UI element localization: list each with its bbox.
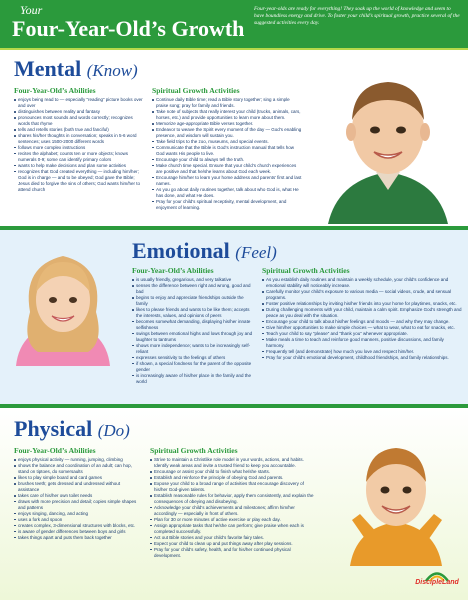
mental-abilities: [14, 86, 144, 193]
physical-abilities-list: [14, 457, 142, 541]
title-your: Your: [20, 3, 43, 17]
list-item: brushes teeth; gets dressed and undressed without assistance: [14, 481, 142, 493]
list-item: enjoys physical activity — running, jumping, climbing: [14, 457, 142, 463]
list-item: Frequently tell (and demonstrate) how much you love and respect him/her.: [262, 349, 462, 355]
list-item: During challenging moments with your child, maintain a calm spirit. Emphasize God’s strength and peace as you deal with the situation.: [262, 307, 462, 319]
list-item: is aware of gender differences between boys and girls: [14, 529, 142, 535]
list-item: Act out Bible stories and your child’s favorite fairy tales.: [150, 535, 318, 541]
list-item: recognizes that God created everything — including him/her; God is in charge — and to be obeyed; God gave the Bible; Jesus died to forgive the sins of others; God wants him/her to attend church: [14, 169, 144, 193]
list-item: tells and retells stories (both true and fanciful): [14, 127, 144, 133]
list-item: Expect your child to clean up and put things away after play sessions.: [150, 541, 318, 547]
list-item: Carefully monitor your child’s exposure to various media — social videos, crude, and sensual programs.: [262, 289, 462, 301]
list-item: creates complex, 3-dimensional structures with blocks, etc.: [14, 523, 142, 529]
list-item: uses a fork and spoon: [14, 517, 142, 523]
mental-title: [14, 56, 138, 82]
list-item: Expose your child to a broad range of activities that encourage discovery of his/her God-given talents.: [150, 481, 318, 493]
list-item: As you establish daily routines and maintain a weekly schedule, your child’s confidence and emotional stability will noticeably increase.: [262, 277, 462, 289]
physical-title-text: Physical: [14, 416, 93, 441]
list-item: Assign appropriate tasks that he/she can perform; give praise when each is completed successfully.: [150, 523, 318, 535]
list-item: Acknowledge your child’s achievements and milestones; affirm him/her accordingly — especially in front of others.: [150, 505, 318, 517]
running-boy-photo: [330, 436, 462, 566]
list-item: shares his/her thoughts in conversation; speaks in 5-6 word sentences; uses 1500-2000 different words: [14, 133, 144, 145]
list-item: likes to please friends and wants to be like them; accepts the interests, values, and opinions of peers: [132, 307, 256, 319]
physical-subtitle: (Do): [97, 421, 130, 440]
mental-title-text: Mental: [14, 56, 82, 81]
list-item: pronounces most sounds and words correctly; recognizes words that rhyme: [14, 115, 144, 127]
list-item: Plan for 30 or more minutes of active exercise or play each day.: [150, 517, 318, 523]
boy-photo: [318, 60, 458, 224]
mental-activities-list: [152, 97, 302, 211]
list-item: Pray for your child’s safety, health, and for his/her continued physical development.: [150, 547, 318, 559]
list-item: begins to enjoy and appreciate friendships outside the family: [132, 295, 256, 307]
emotional-activities: [262, 266, 462, 361]
physical-activities: [150, 446, 318, 559]
physical-section: [0, 408, 468, 600]
emotional-abilities: [132, 266, 256, 385]
list-item: if shown, a special fondness for the parent of the opposite gender: [132, 361, 256, 373]
list-item: expresses sensitivity to the feelings of others: [132, 355, 256, 361]
list-item: Communicate that the Bible is God’s instruction manual that tells how God wants His people to live.: [152, 145, 302, 157]
list-item: Encourage or assist your child to finish what he/she starts.: [150, 469, 318, 475]
list-item: Memorize age-appropriate Bible verses together.: [152, 121, 302, 127]
page-title: Four-Year-Old’s Growth: [12, 16, 245, 41]
list-item: Teach your child to say “please” and “thank you” whenever appropriate.: [262, 331, 462, 337]
list-item: likes to play simple board and card games: [14, 475, 142, 481]
girl-photo: [8, 242, 118, 366]
emotional-title-text: Emotional: [132, 238, 230, 263]
mental-abilities-list: [14, 97, 144, 193]
list-item: Make meals a time to teach and reinforce good manners, positive discussions, and family harmony.: [262, 337, 462, 349]
list-item: draws with more precision and detail; copies simple shapes and patterns: [14, 499, 142, 511]
list-item: Endeavor to weave the Spirit every moment of the day — God’s enabling presence, and wisdom will sustain you.: [152, 127, 302, 139]
list-item: takes care of his/her own toilet needs: [14, 493, 142, 499]
physical-title: [14, 416, 130, 442]
list-item: enjoys being read to — especially “reading” picture books over and over: [14, 97, 144, 109]
list-item: Encourage your child to always tell the truth.: [152, 157, 302, 163]
logo-text: DiscipleLand: [415, 579, 459, 586]
list-item: Continue daily Bible time; read a Bible story together; sing a simple praise song; pray for family and friends.: [152, 97, 302, 109]
list-item: senses the difference between right and wrong, good and bad: [132, 283, 256, 295]
list-item: swings between emotional highs and lows through joy and laughter to tantrums: [132, 331, 256, 343]
mental-abilities-title: Four-Year-Old’s Abilities: [14, 86, 96, 95]
physical-abilities-title: Four-Year-Old’s Abilities: [14, 446, 96, 455]
mental-subtitle: (Know): [86, 61, 138, 80]
list-item: Foster positive relationships by inviting his/her friends into your home for playtimes, snacks, etc.: [262, 301, 462, 307]
mental-activities-title: Spiritual Growth Activities: [152, 86, 240, 95]
list-item: Give him/her opportunities to make simple choices — what to wear, what to eat for snacks, etc.: [262, 325, 462, 331]
mental-activities: [152, 86, 302, 211]
list-item: Encourage him/her to learn your home address and parents’ first and last names.: [152, 175, 302, 187]
emotional-section: [0, 230, 468, 408]
emotional-abilities-title: Four-Year-Old’s Abilities: [132, 266, 214, 275]
list-item: Establish and reinforce the principle of obeying God and parents.: [150, 475, 318, 481]
emotional-activities-title: Spiritual Growth Activities: [262, 266, 350, 275]
physical-abilities: [14, 446, 142, 541]
list-item: As you go about daily routines together, talk about who God is, what He has done, and what He does.: [152, 187, 302, 199]
discipleland-logo: [412, 570, 462, 594]
list-item: follows more complex instructions: [14, 145, 144, 151]
list-item: Pray for your child’s emotional development, childhood friendships, and family relationships.: [262, 355, 462, 361]
emotional-abilities-list: [132, 277, 256, 385]
list-item: recites the alphabet; counts ten or more objects; knows numerals 0-9; some can identify primary colors: [14, 151, 144, 163]
list-item: is increasingly aware of his/her place in the family and the world: [132, 373, 256, 385]
mental-section: [0, 52, 468, 230]
list-item: Take note of subjects that really interest your child (trucks, animals, cars, horses, etc.) and provide opportunities to learn more about them.: [152, 109, 302, 121]
list-item: Make church time special. Ensure that your child’s church experiences are positive and that he/she learns about God each week.: [152, 163, 302, 175]
list-item: distinguishes between reality and fantasy: [14, 109, 144, 115]
page-header: [0, 0, 468, 50]
intro-text: Four-year-olds are ready for everything! They soak up the world of knowledge and seem to have boundless energy and drive. To foster your child’s spiritual growth, practice several of the suggested activities every day.: [254, 6, 460, 26]
list-item: becomes somewhat demanding, displaying his/her innate selfishness: [132, 319, 256, 331]
physical-activities-list: [150, 457, 318, 559]
list-item: Take field trips to the zoo, museums, and special events.: [152, 139, 302, 145]
list-item: shows more independence; wants to be increasingly self-reliant: [132, 343, 256, 355]
list-item: shows the balance and coordination of an adult; can hop, stand on tiptoes, do somersaults: [14, 463, 142, 475]
list-item: Establish reasonable rules for behavior, apply them consistently, and explain the consequences of obeying and disobeying.: [150, 493, 318, 505]
emotional-title: [132, 238, 277, 264]
physical-activities-title: Spiritual Growth Activities: [150, 446, 238, 455]
list-item: is usually friendly, gregarious, and very talkative: [132, 277, 256, 283]
emotional-subtitle: (Feel): [235, 243, 277, 262]
emotional-activities-list: [262, 277, 462, 361]
list-item: Encourage your child to talk about his/her feelings and moods — and why they may change.: [262, 319, 462, 325]
list-item: enjoys singing, dancing, and acting: [14, 511, 142, 517]
list-item: Pray for your child’s spiritual receptivity, mental development, and enjoyment of learning.: [152, 199, 302, 211]
list-item: Strive to maintain a Christlike role model in your words, actions, and habits. Identify weak areas and invite a trusted friend to keep you accountable.: [150, 457, 318, 469]
list-item: takes things apart and puts them back together: [14, 535, 142, 541]
list-item: wants to help make decisions and plan some activities: [14, 163, 144, 169]
